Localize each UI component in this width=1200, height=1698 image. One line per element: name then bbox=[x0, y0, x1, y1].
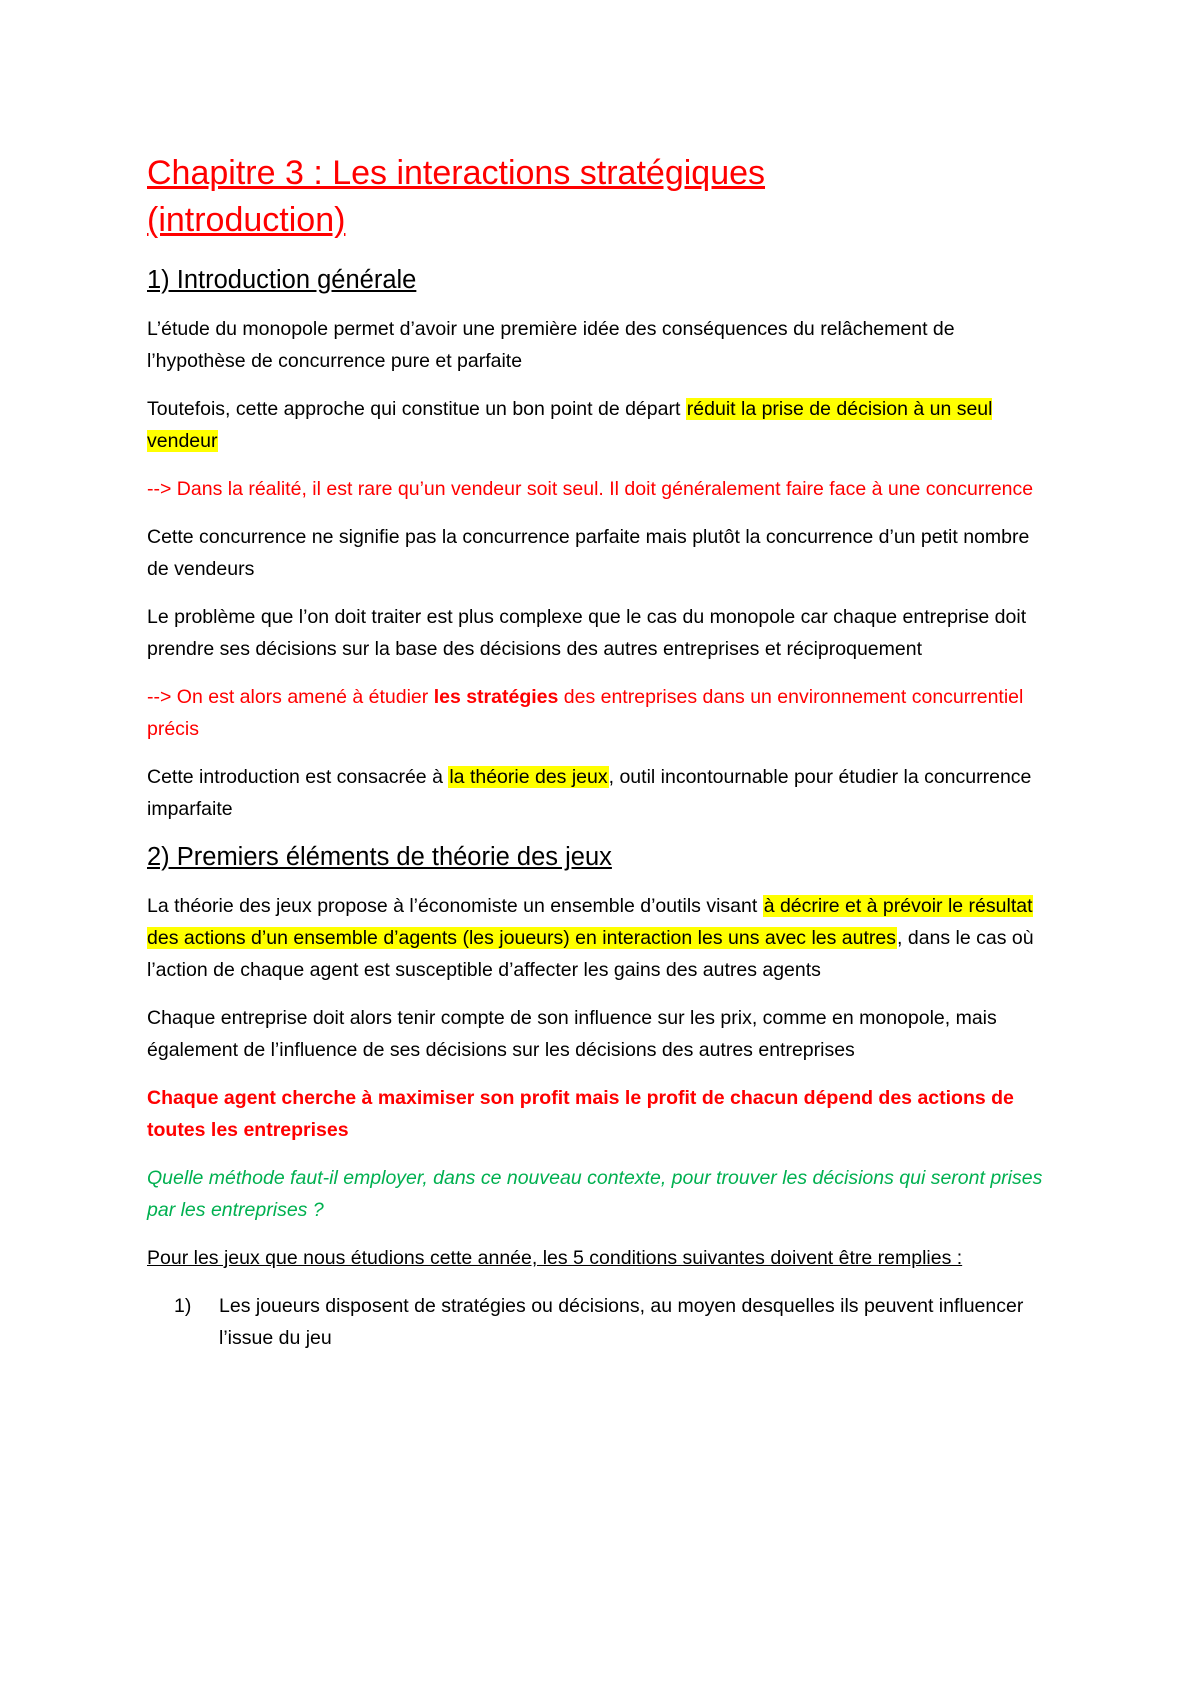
s2-paragraph-3: Chaque agent cherche à maximiser son profit mais le profit de chacun dépend des actions de toutes les entreprises bbox=[147, 1087, 1014, 1141]
s1-p7-text-end: , outil incontournable pour étudier la concurrence imparfaite bbox=[147, 766, 1032, 820]
chapter-title bbox=[147, 150, 1050, 244]
list-item-text: Les joueurs disposent de stratégies ou décisions, au moyen desquelles ils peuvent influencer l’issue du jeu bbox=[219, 1295, 1024, 1349]
s1-paragraph-3: --> Dans la réalité, il est rare qu’un vendeur soit seul. Il doit généralement faire face à une concurrence bbox=[147, 478, 1034, 500]
s1-paragraph-6 bbox=[147, 681, 1050, 745]
s1-paragraph-5: Le problème que l’on doit traiter est plus complexe que le cas du monopole car chaque entreprise doit prendre ses décisions sur la base des décisions des autres entreprises et réciproquement bbox=[147, 606, 1027, 660]
s2-p1-highlight: à décrire et à prévoir le résultat des actions d’un ensemble d’agents (les joueurs) en interaction les uns avec les autres bbox=[147, 895, 1033, 949]
s1-paragraph-4: Cette concurrence ne signifie pas la concurrence parfaite mais plutôt la concurrence d’un petit nombre de vendeurs bbox=[147, 526, 1030, 580]
chapter-title-line1: Chapitre 3 : Les interactions stratégiques bbox=[147, 154, 766, 192]
section2-title: 2) Premiers éléments de théorie des jeux bbox=[147, 843, 612, 871]
s1-p2-highlight: réduit la prise de décision à un seul vendeur bbox=[147, 398, 993, 452]
conditions-list bbox=[147, 1290, 1050, 1354]
list-item-number: 1) bbox=[174, 1295, 192, 1317]
section1-title: 1) Introduction générale bbox=[147, 266, 417, 294]
s1-p2-text: Toutefois, cette approche qui constitue un bon point de départ bbox=[147, 398, 686, 420]
s2-paragraph-1 bbox=[147, 890, 1050, 986]
s2-paragraph-5: Pour les jeux que nous étudions cette année, les 5 conditions suivantes doivent être remplies : bbox=[147, 1247, 963, 1269]
s2-p1-text-end: , dans le cas où l’action de chaque agent est susceptible d’affecter les gains des autres agents bbox=[147, 927, 1034, 981]
s1-paragraph-2 bbox=[147, 393, 1050, 457]
s1-p6-text: --> On est alors amené à étudier bbox=[147, 686, 434, 708]
s1-p6-bold: les stratégies bbox=[433, 686, 559, 708]
chapter-title-line2: (introduction) bbox=[147, 201, 346, 239]
s1-p6-text-end: des entreprises dans un environnement concurrentiel précis bbox=[147, 686, 1024, 740]
s2-p1-text: La théorie des jeux propose à l’économiste un ensemble d’outils visant bbox=[147, 895, 763, 917]
s1-paragraph-1: L’étude du monopole permet d’avoir une première idée des conséquences du relâchement de l’hypothèse de concurrence pure et parfaite bbox=[147, 318, 955, 372]
s2-paragraph-2: Chaque entreprise doit alors tenir compte de son influence sur les prix, comme en monopole, mais également de l’influence de ses décisions sur les décisions des autres entreprises bbox=[147, 1007, 997, 1061]
s1-p7-text: Cette introduction est consacrée à bbox=[147, 766, 449, 788]
s2-paragraph-4: Quelle méthode faut-il employer, dans ce nouveau contexte, pour trouver les décisions qui seront prises par les entreprises ? bbox=[147, 1167, 1043, 1221]
list-item bbox=[147, 1290, 1050, 1354]
s1-p7-highlight: la théorie des jeux bbox=[449, 766, 608, 788]
s1-paragraph-7 bbox=[147, 761, 1050, 825]
